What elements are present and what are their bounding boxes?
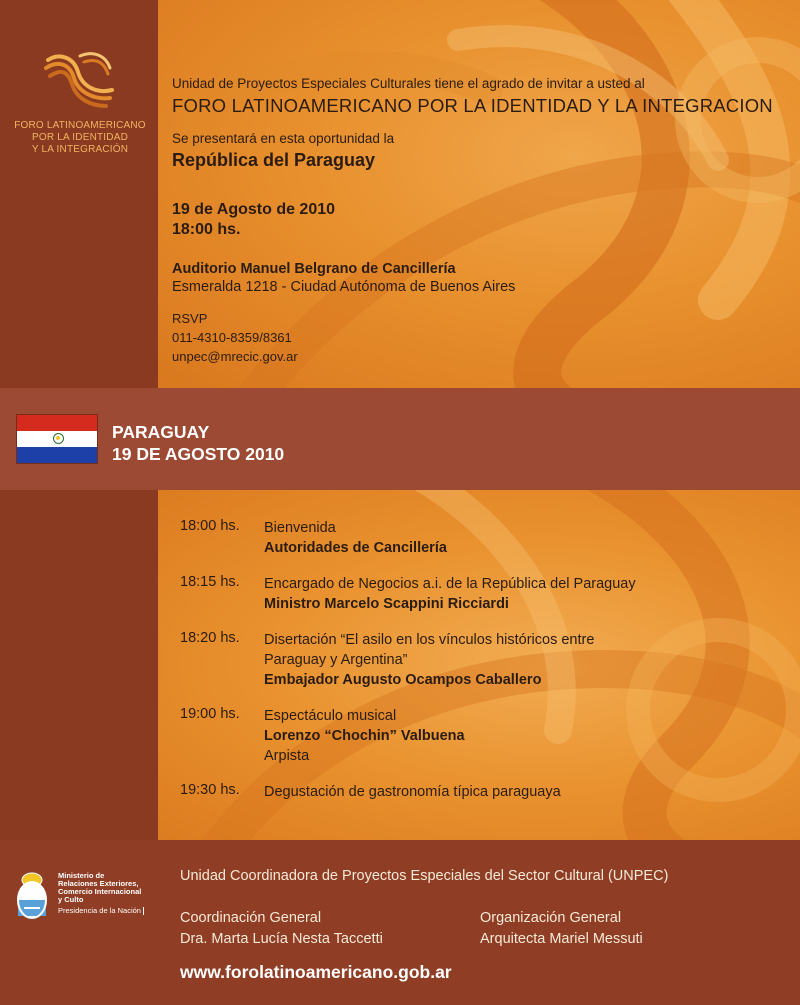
- band-country: PARAGUAY: [112, 422, 210, 442]
- program-description: Encargado de Negocios a.i. de la República del Paraguay: [264, 576, 636, 592]
- organization-label: Organización General: [480, 910, 622, 926]
- program-time: 19:00 hs.: [180, 706, 240, 722]
- rsvp-email[interactable]: unpec@mrecic.gov.ar: [172, 349, 298, 364]
- logo-text-line: Y LA INTEGRACIÓN: [31, 144, 129, 155]
- coordination-label: Coordinación General: [180, 910, 322, 926]
- program-time: 18:15 hs.: [180, 574, 240, 590]
- program-item: [180, 630, 790, 690]
- rsvp-label: RSVP: [172, 311, 208, 326]
- event-title: FORO LATINOAMERICANO POR LA IDENTIDAD Y LA INTEGRACION: [172, 95, 773, 116]
- flag-emblem-icon: [53, 433, 64, 444]
- program-description: Paraguay y Argentina”: [264, 652, 408, 668]
- program-item: [180, 706, 790, 766]
- paraguay-flag-icon: [16, 414, 98, 464]
- presidency-label: Presidencia de la Nación: [58, 907, 144, 915]
- ministry-line: Relaciones Exteriores,: [58, 879, 139, 888]
- invitation-text: [172, 76, 792, 366]
- flag-red-stripe: [17, 415, 97, 431]
- program-speaker: Embajador Augusto Ocampos Caballero: [264, 672, 542, 688]
- organization-block: [480, 908, 643, 950]
- unpec-unit: Unidad Coordinadora de Proyectos Especiales del Sector Cultural (UNPEC): [180, 868, 669, 884]
- left-frame-lower: [0, 490, 158, 840]
- website-link[interactable]: www.forolatinoamericano.gob.ar: [180, 962, 452, 982]
- program-speaker: Ministro Marcelo Scappini Ricciardi: [264, 596, 509, 612]
- ministry-line: y Culto: [58, 895, 84, 904]
- event-time: 18:00 hs.: [172, 221, 241, 238]
- ministry-line: Comercio Internacional: [58, 887, 142, 896]
- coordination-name: Dra. Marta Lucía Nesta Taccetti: [180, 931, 383, 947]
- band-heading: [112, 421, 284, 465]
- organization-name: Arquitecta Mariel Messuti: [480, 931, 643, 947]
- ministry-logo-text: [58, 872, 158, 915]
- foro-logo-icon: [40, 50, 120, 114]
- program-time: 18:00 hs.: [180, 518, 240, 534]
- program-list: [180, 518, 790, 818]
- program-time: 19:30 hs.: [180, 782, 240, 798]
- program-item: [180, 518, 790, 558]
- flag-white-stripe: [17, 431, 97, 447]
- program-description: Disertación “El asilo en los vínculos históricos entre: [264, 632, 595, 648]
- foro-logo: [14, 50, 146, 156]
- rsvp-phone: 011-4310-8359/8361: [172, 330, 292, 345]
- program-speaker: Lorenzo “Chochin” Valbuena: [264, 728, 465, 744]
- coordination-block: [180, 908, 383, 950]
- program-time: 18:20 hs.: [180, 630, 240, 646]
- flag-blue-stripe: [17, 447, 97, 463]
- program-speaker: Autoridades de Cancillería: [264, 540, 447, 556]
- program-role: Arpista: [264, 748, 310, 764]
- program-description: Espectáculo musical: [264, 708, 397, 724]
- program-item: [180, 574, 790, 614]
- rsvp-block: [172, 309, 792, 366]
- band-date: 19 DE AGOSTO 2010: [112, 444, 285, 464]
- venue-name: Auditorio Manuel Belgrano de Cancillería: [172, 261, 456, 277]
- footer: [0, 840, 800, 1005]
- presentation-text: Se presentará en esta oportunidad la: [172, 131, 395, 146]
- ministry-line: Ministerio de: [58, 871, 105, 880]
- header-section: [0, 0, 800, 388]
- program-item: [180, 782, 790, 802]
- venue-address: Esmeralda 1218 - Ciudad Autónoma de Buenos Aires: [172, 279, 516, 295]
- program-description: Degustación de gastronomía típica paraguaya: [264, 784, 561, 800]
- invite-intro: Unidad de Proyectos Especiales Culturales tiene el agrado de invitar a usted al: [172, 76, 645, 91]
- event-date: 19 de Agosto de 2010: [172, 201, 336, 218]
- country-name: República del Paraguay: [172, 150, 376, 170]
- logo-text-line: POR LA IDENTIDAD: [32, 132, 128, 143]
- argentina-coat-of-arms-icon: [12, 866, 52, 924]
- logo-text-line: FORO LATINOAMERICANO: [14, 120, 146, 131]
- program-description: Bienvenida: [264, 520, 336, 536]
